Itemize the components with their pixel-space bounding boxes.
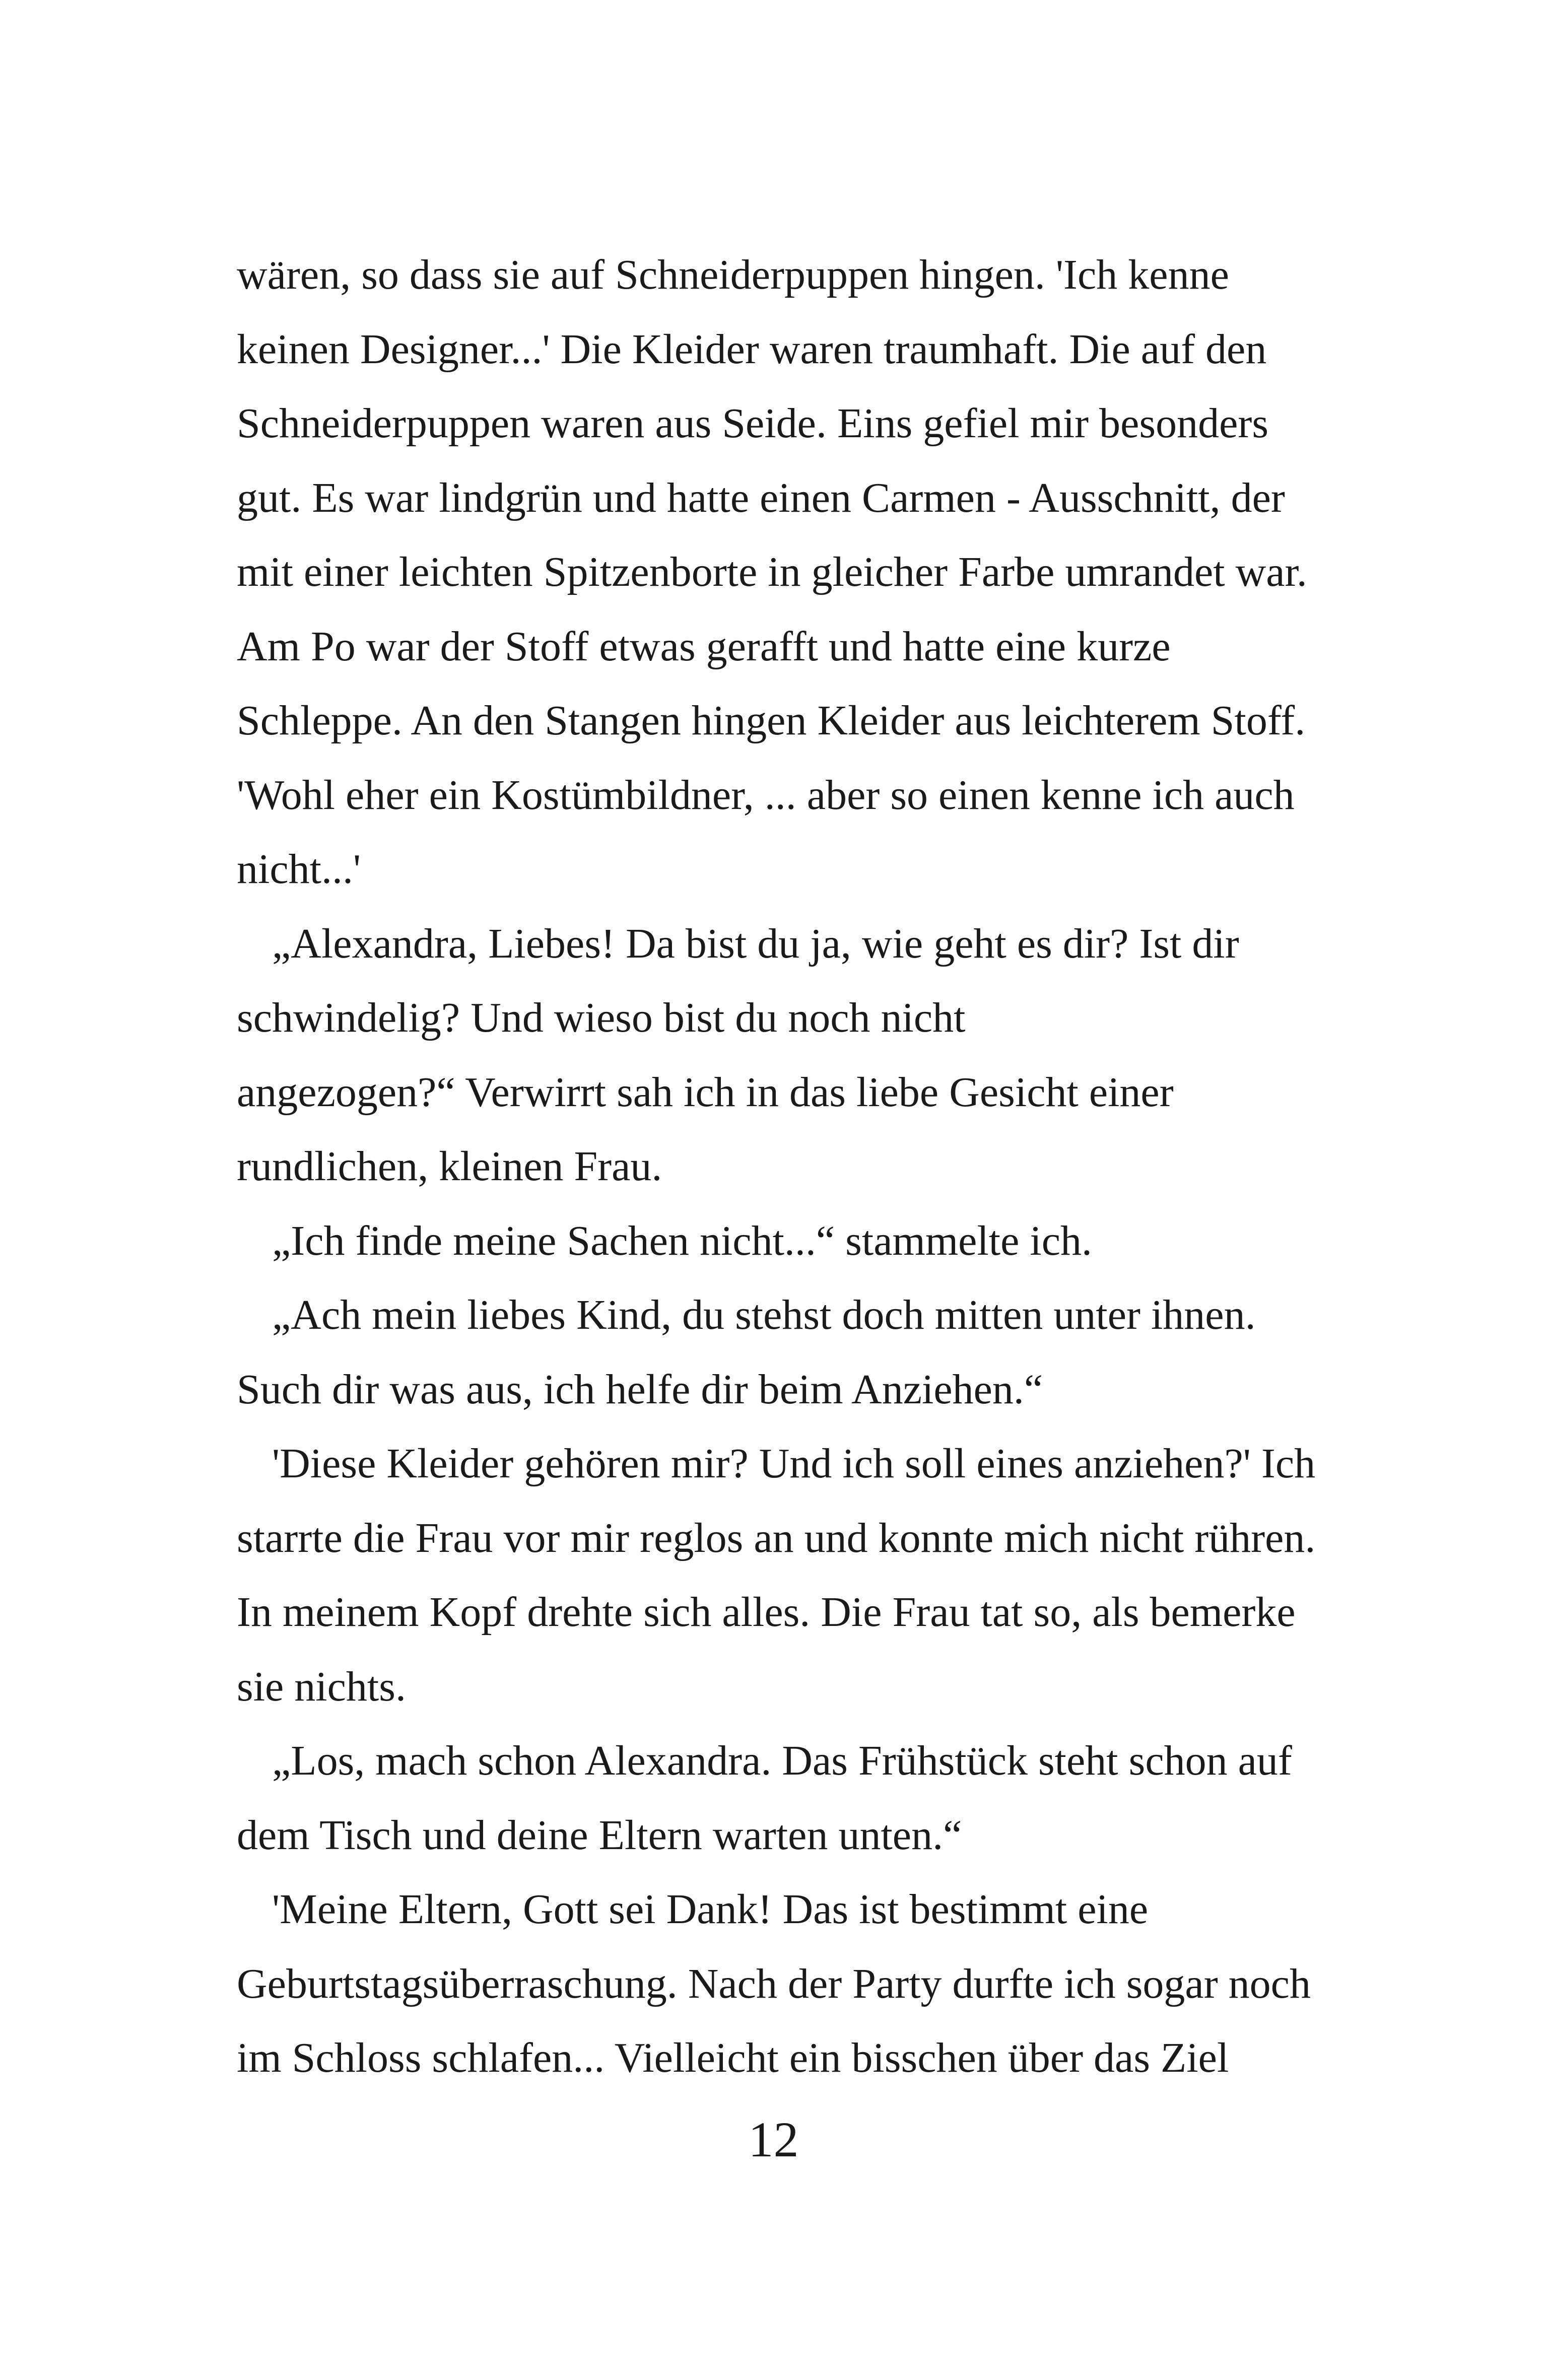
text-line: wären, so dass sie auf Schneiderpuppen hingen. 'Ich kenne <box>237 251 1229 298</box>
paragraph-start-line: „Ach mein liebes Kind, du stehst doch mitten unter ihnen. <box>272 1291 1256 1338</box>
text-line: dem Tisch und deine Eltern warten unten.“ <box>237 1811 962 1859</box>
text-line: schwindelig? Und wieso bist du noch nicht <box>237 994 966 1041</box>
page-number: 12 <box>748 2112 799 2167</box>
text-line: starrte die Frau vor mir reglos an und konnte mich nicht rühren. <box>237 1514 1316 1561</box>
paragraph-start-line: „Ich finde meine Sachen nicht...“ stammelte ich. <box>272 1217 1093 1264</box>
text-line: Such dir was aus, ich helfe dir beim Anziehen.“ <box>237 1366 1043 1413</box>
text-line: sie nichts. <box>237 1663 406 1710</box>
paragraph-start-line: „Los, mach schon Alexandra. Das Frühstück steht schon auf <box>272 1737 1292 1784</box>
paragraph-start-line: „Alexandra, Liebes! Da bist du ja, wie geht es dir? Ist dir <box>272 920 1239 967</box>
text-line: Schleppe. An den Stangen hingen Kleider aus leichterem Stoff. <box>237 697 1306 744</box>
text-line: angezogen?“ Verwirrt sah ich in das liebe Gesicht einer <box>237 1068 1174 1116</box>
paragraph-start-line: 'Diese Kleider gehören mir? Und ich soll eines anziehen?' Ich <box>272 1440 1316 1487</box>
text-line: 'Wohl eher ein Kostümbildner, ... aber so einen kenne ich auch <box>237 771 1295 819</box>
body-text <box>237 238 1365 2095</box>
text-line: im Schloss schlafen... Vielleicht ein bisschen über das Ziel <box>237 2034 1229 2081</box>
text-line: gut. Es war lindgrün und hatte einen Carmen - Ausschnitt, der <box>237 474 1285 521</box>
text-line: Geburtstagsüberraschung. Nach der Party durfte ich sogar noch <box>237 1960 1311 2007</box>
text-line: nicht...' <box>237 846 361 893</box>
text-line: keinen Designer...' Die Kleider waren traumhaft. Die auf den <box>237 325 1267 373</box>
text-line: rundlichen, kleinen Frau. <box>237 1143 662 1190</box>
paragraph-start-line: 'Meine Eltern, Gott sei Dank! Das ist bestimmt eine <box>272 1886 1149 1933</box>
text-line: Schneiderpuppen waren aus Seide. Eins gefiel mir besonders <box>237 400 1269 447</box>
text-line: In meinem Kopf drehte sich alles. Die Frau tat so, als bemerke <box>237 1589 1296 1636</box>
text-line: Am Po war der Stoff etwas gerafft und hatte eine kurze <box>237 623 1171 670</box>
text-line: mit einer leichten Spitzenborte in gleicher Farbe umrandet war. <box>237 549 1307 595</box>
